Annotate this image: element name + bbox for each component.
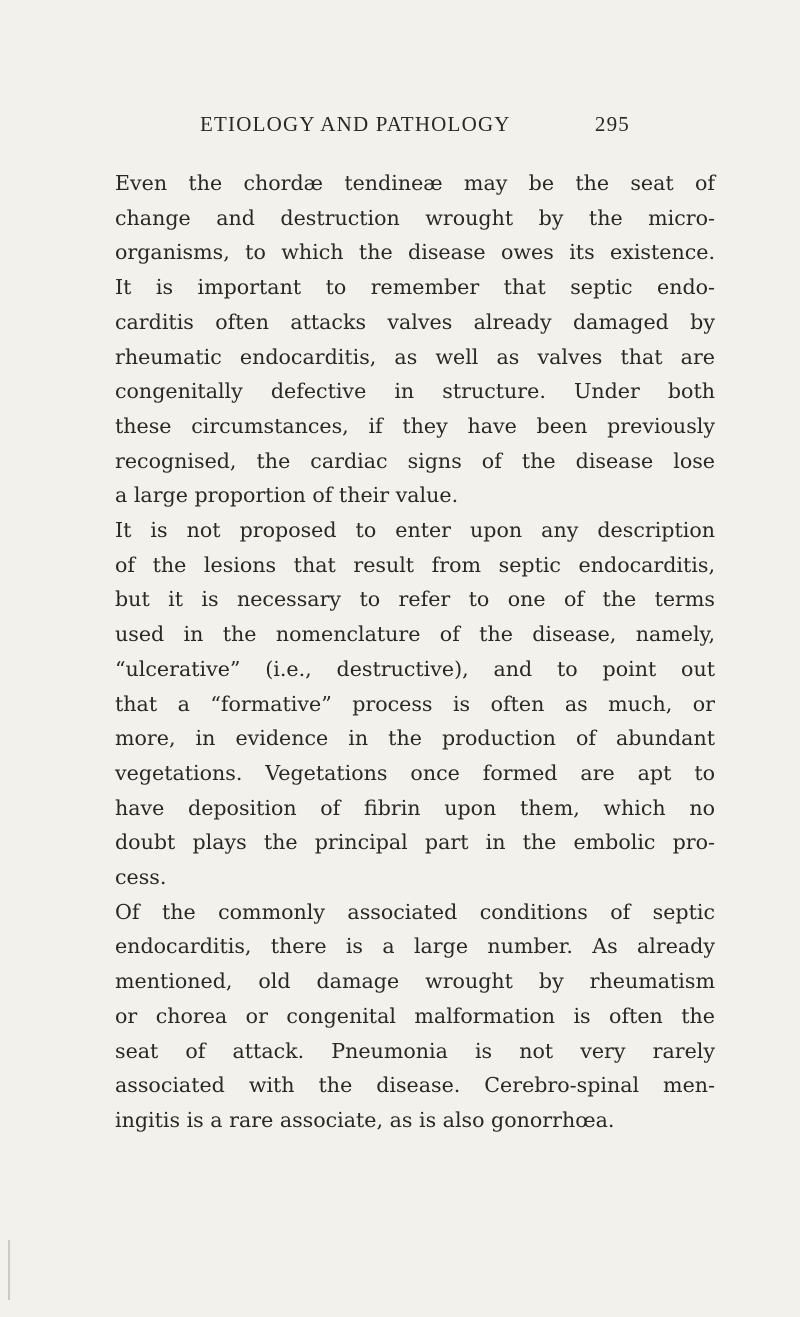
- text-line: “ulcerative” (i.e., destructive), and to point out: [115, 656, 715, 681]
- text-line: a large proportion of their value.: [115, 483, 459, 508]
- text-line: used in the nomenclature of the disease, namely,: [115, 622, 715, 647]
- text-line: rheumatic endocarditis, as well as valves that are: [115, 344, 715, 369]
- text-line: endocarditis, there is a large number. As already: [115, 934, 715, 959]
- text-line: have deposition of fibrin upon them, which no: [115, 795, 715, 820]
- body-text: [115, 166, 715, 1138]
- text-line: vegetations. Vegetations once formed are apt to: [115, 760, 715, 785]
- page-number: 295: [594, 112, 630, 136]
- text-line: It is important to remember that septic endo-: [115, 275, 715, 300]
- text-line: recognised, the cardiac signs of the disease lose: [115, 448, 715, 473]
- text-line: or chorea or congenital malformation is often the: [115, 1003, 715, 1028]
- text-line: doubt plays the principal part in the embolic pro-: [115, 830, 715, 855]
- text-line: It is not proposed to enter upon any description: [115, 518, 715, 543]
- text-line: change and destruction wrought by the micro-: [115, 205, 715, 230]
- text-line: that a “formative” process is often as much, or: [115, 691, 715, 716]
- text-line: these circumstances, if they have been previously: [115, 413, 715, 438]
- running-head: [200, 112, 630, 142]
- paragraph-3: [115, 895, 715, 1138]
- text-line: cess.: [115, 865, 167, 890]
- text-line: but it is necessary to refer to one of the terms: [115, 587, 715, 612]
- text-line: of the lesions that result from septic endocarditis,: [115, 552, 715, 577]
- text-line: Of the commonly associated conditions of septic: [115, 899, 715, 924]
- text-line: seat of attack. Pneumonia is not very rarely: [115, 1038, 715, 1063]
- text-line: carditis often attacks valves already damaged by: [115, 309, 715, 334]
- text-line: congenitally defective in structure. Under both: [115, 379, 715, 404]
- text-line: ingitis is a rare associate, as is also gonorrhœa.: [115, 1107, 615, 1132]
- margin-mark: [8, 1240, 10, 1300]
- paragraph-1: [115, 166, 715, 513]
- text-line: Even the chordæ tendineæ may be the seat of: [115, 171, 715, 195]
- paragraph-2: [115, 513, 715, 895]
- text-line: organisms, to which the disease owes its existence.: [115, 240, 715, 265]
- text-line: more, in evidence in the production of abundant: [115, 726, 715, 751]
- text-line: associated with the disease. Cerebro-spinal men-: [115, 1073, 715, 1098]
- running-title: ETIOLOGY AND PATHOLOGY: [200, 112, 511, 136]
- text-line: mentioned, old damage wrought by rheumatism: [115, 969, 715, 994]
